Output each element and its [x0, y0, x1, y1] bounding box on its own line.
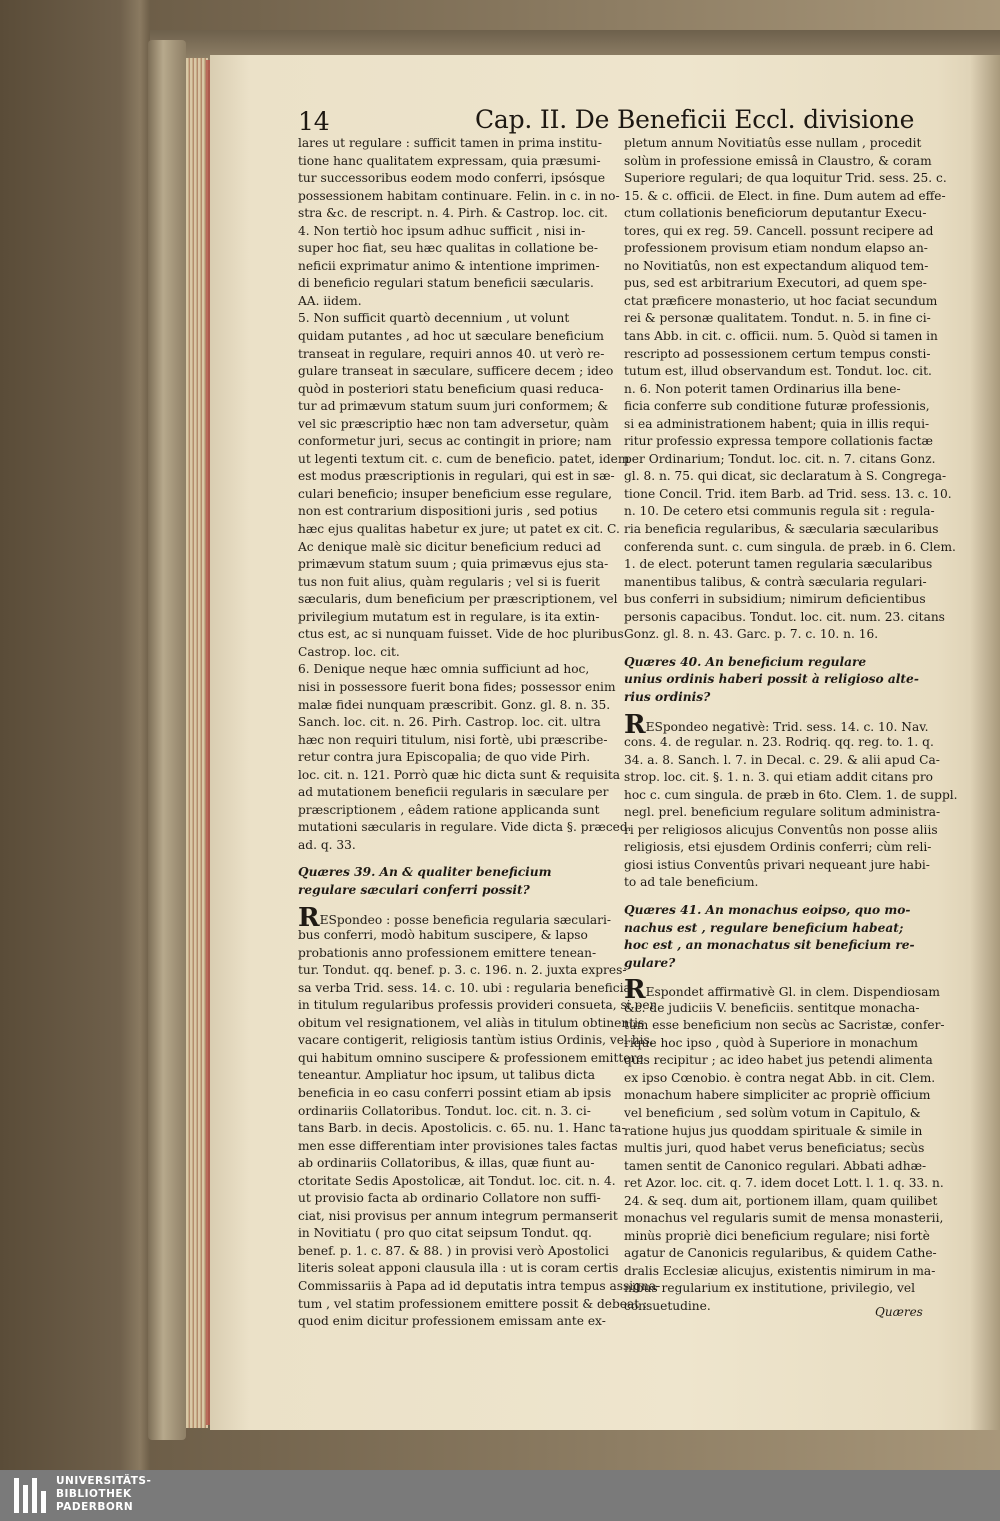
text-line: teneantur. Ampliatur hoc ipsum, ut talibus dicta	[298, 1068, 595, 1083]
question-heading-line: Quæres 41. An monachus eoipso, quo mo-	[624, 902, 911, 917]
text-line: 15. & c. officii. de Elect. in fine. Dum autem ad effe-	[624, 188, 946, 203]
text-line: est modus præscriptionis in regulari, qui est in sæ-	[298, 469, 615, 484]
text-line: primævum statum suum ; quia primævus ejus sta-	[298, 557, 609, 572]
text-line: possessionem habitam continuare. Felin. in c. in no-	[298, 188, 620, 203]
text-line: no Novitiatûs, non est expectandum aliquod tem-	[624, 258, 929, 273]
text-line: ad mutationem beneficii regularis in sæculare per	[298, 785, 609, 800]
text-line: beneficia in eo casu conferri possint etiam ab ipsis	[298, 1085, 612, 1100]
question-heading-line: hoc est , an monachatus sit beneficium re-	[624, 938, 915, 953]
text-line: nibus regularium ex institutione, privilegio, vel	[624, 1281, 916, 1296]
text-line: tamen sentit de Canonico regulari. Abbati adhæ-	[624, 1158, 927, 1173]
text-line: men esse differentiam inter provisiones tales factas	[298, 1138, 618, 1153]
text-line: nisi in possessore fuerit bona fides; possessor enim	[298, 679, 616, 694]
text-line: ctat præficere monasterio, ut hoc faciat secundum	[624, 293, 938, 308]
text-line: ordinariis Collatoribus. Tondut. loc. cit. n. 3. ci-	[298, 1103, 591, 1118]
text-line: pletum annum Novitiatûs esse nullam , procedit	[624, 136, 922, 150]
text-line: hoc c. cum singula. de præb in 6to. Clem. 1. de suppl.	[624, 787, 958, 802]
library-footer	[0, 1470, 1000, 1521]
paragraph-gap	[624, 892, 946, 902]
text-line: giosi istius Conventûs privari nequeant jure habi-	[624, 857, 930, 872]
text-line: privilegium mutatum est in regulare, is ita extin-	[298, 609, 600, 624]
text-line: 6. Denique neque hæc omnia sufficiunt ad hoc,	[298, 662, 590, 677]
initial-letter: R	[624, 975, 646, 1006]
text-line: bus conferri in subsidium; nimirum deficientibus	[624, 592, 926, 607]
question-heading-line: unius ordinis haberi possit à religioso alte-	[624, 672, 919, 687]
text-line: conferenda sunt. c. cum singula. de præb. in 6. Clem.	[624, 539, 956, 554]
question-heading-line: rius ordinis?	[624, 689, 711, 704]
text-line: obitum vel resignationem, vel aliàs in titulum obtinentis	[298, 1015, 645, 1030]
paragraph-gap	[624, 644, 946, 654]
text-line: in Novitiatu ( pro quo citat seipsum Tondut. qq.	[298, 1226, 592, 1241]
text-line: consuetudine.	[624, 1299, 711, 1313]
text-line: agatur de Canonicis regularibus, & quidem Cathe-	[624, 1246, 937, 1261]
text-line: neficii exprimatur animo & intentione imprimen-	[298, 258, 600, 273]
text-line: ctum collationis beneficiorum deputantur Execu-	[624, 206, 927, 221]
text-line: tans Barb. in decis. Apostolicis. c. 65. nu. 1. Hanc ta-	[298, 1121, 626, 1136]
text-line: dralis Ecclesiæ alicujus, existentis nimirum in ma-	[624, 1263, 936, 1278]
initial-line-rest: Espondet affirmativè Gl. in clem. Dispendiosam	[645, 985, 940, 1000]
text-line: ex ipso Cœnobio. è contra negat Abb. in cit. Clem.	[624, 1070, 936, 1085]
text-line: mutationi sæcularis in regulare. Vide dicta §. præced.	[298, 820, 632, 835]
text-line: ficia conferre sub conditione futuræ professionis,	[624, 399, 930, 414]
text-line: minùs propriè dici beneficium regulare; nisi fortè	[624, 1228, 930, 1243]
text-line: Superiore regulari; de qua loquitur Trid. sess. 25. c.	[624, 171, 947, 186]
text-line	[624, 709, 946, 740]
text-line: 34. a. 8. Sanch. l. 7. in Decal. c. 29. & alii apud Ca-	[624, 752, 940, 767]
paragraph-gap	[298, 854, 618, 864]
text-line: tione Concil. Trid. item Barb. ad Trid. sess. 13. c. 10.	[624, 486, 952, 501]
library-name-line3: PADERBORN	[56, 1501, 134, 1513]
text-line: probationis anno professionem emittere tenean-	[298, 945, 597, 960]
text-line: transeat in regulare, requiri annos 40. ut verò re-	[298, 346, 605, 361]
initial-letter: R	[624, 709, 646, 740]
text-line: &c. de judiciis V. beneficiis. sentitque monacha-	[624, 1000, 920, 1015]
question-heading-line: Quæres 40. An beneficium regulare	[624, 654, 867, 669]
text-line: lares ut regulare : sufficit tamen in prima institu-	[298, 136, 603, 150]
text-line: religiosis, etsi ejusdem Ordinis conferri; cùm reli-	[624, 840, 932, 855]
right-column	[624, 135, 958, 1316]
text-line: n. 6. Non poterit tamen Ordinarius illa bene-	[624, 381, 901, 396]
text-line: tutum est, illud observandum est. Tondut. loc. cit.	[624, 364, 932, 379]
question-heading-line: nachus est , regulare beneficium habeat;	[624, 920, 904, 935]
text-line: tum esse beneficium non secùs ac Sacristæ, confer-	[624, 1018, 945, 1033]
library-name-line1: UNIVERSITÄTS-	[56, 1475, 152, 1487]
initial-letter: R	[298, 902, 320, 933]
text-line: solùm in professione emissâ in Claustro, & coram	[624, 153, 932, 168]
text-line: conformetur juri, secus ac contingit in priore; nam	[298, 434, 612, 449]
text-line: ut provisio facta ab ordinario Collatore non suffi-	[298, 1191, 601, 1206]
question-heading-line: gulare?	[624, 955, 676, 970]
initial-line-rest: ESpondeo negativè: Trid. sess. 14. c. 10. Nav.	[645, 719, 929, 734]
text-line: gl. 8. n. 75. qui dicat, sic declaratum à S. Congrega-	[624, 469, 947, 484]
text-line: tione hanc qualitatem expressam, quia præsumi-	[298, 153, 601, 168]
text-line: super hoc fiat, seu hæc qualitas in collatione be-	[298, 241, 598, 256]
question-heading-line: regulare sæculari conferri possit?	[298, 882, 530, 897]
text-line: tur. Tondut. qq. benef. p. 3. c. 196. n. 2. juxta expres-	[298, 963, 627, 978]
text-line: Commissariis à Papa ad id deputatis intra tempus assigna-	[298, 1279, 661, 1293]
paragraph-gap	[624, 972, 946, 982]
text-line: quòd in posteriori statu beneficium quasi reduca-	[298, 381, 604, 396]
text-line: præscriptionem , eâdem ratione applicanda sunt	[298, 802, 600, 817]
text-line: si ea administrationem habent; quia in illis requi-	[624, 416, 930, 431]
text-line: sæcularis, dum beneficium per præscriptionem, vel	[298, 592, 618, 607]
text-line: hæc non requiri titulum, nisi fortè, ubi præscribe-	[298, 732, 608, 747]
text-line: culari beneficio; insuper beneficium esse regulare,	[298, 486, 613, 501]
text-line: rescripto ad possessionem certum tempus consti-	[624, 346, 931, 361]
text-line: sa verba Trid. sess. 14. c. 10. ubi : regularia beneficia	[298, 980, 631, 995]
text-line: AA. iidem.	[298, 293, 362, 308]
text-line: ratione hujus jus quoddam spirituale & simile in	[624, 1123, 923, 1138]
text-line: quidam putantes , ad hoc ut sæculare beneficium	[298, 329, 604, 344]
page-number: 14	[298, 107, 330, 136]
text-line: ut legenti textum cit. c. cum de beneficio. patet, idem	[298, 451, 630, 466]
text-line: ctus est, ac si nunquam fuisset. Vide de hoc pluribus	[298, 627, 624, 642]
text-line: 1. de elect. poterunt tamen regularia sæcularibus	[624, 557, 933, 572]
text-line: di beneficio regulari statum beneficii sæcularis.	[298, 276, 594, 291]
text-line: retur contra jura Episcopalia; de quo vide Pirh.	[298, 750, 591, 765]
text-line: qui habitum omnino suscipere & professionem emittere	[298, 1050, 644, 1065]
text-line: ad. q. 33.	[298, 837, 356, 852]
text-line: ctoritate Sedis Apostolicæ, ait Tondut. loc. cit. n. 4.	[298, 1173, 616, 1188]
text-line: non est contrarium dispositioni juris , sed potius	[298, 504, 598, 519]
text-line: Sanch. loc. cit. n. 26. Pirh. Castrop. loc. cit. ultra	[298, 715, 601, 730]
text-line: tum , vel statim professionem emittere possit & debeat :	[298, 1296, 648, 1311]
catchword: Quæres	[875, 1305, 923, 1319]
text-line: tores, qui ex reg. 59. Cancell. possunt recipere ad	[624, 223, 934, 238]
text-line: tans Abb. in cit. c. officii. num. 5. Quòd si tamen in	[624, 329, 938, 344]
text-line: ab ordinariis Collatoribus, & illas, quæ fiunt au-	[298, 1156, 595, 1171]
text-line: monachus vel regularis sumit de mensa monasterii,	[624, 1211, 944, 1226]
text-line: strop. loc. cit. §. 1. n. 3. qui etiam addit citans pro	[624, 770, 933, 785]
running-head: Cap. II. De Beneficii Eccl. divisione	[475, 105, 915, 134]
text-line: rei & personæ qualitatem. Tondut. n. 5. in fine ci-	[624, 311, 931, 326]
text-line: Gonz. gl. 8. n. 43. Garc. p. 7. c. 10. n. 16.	[624, 627, 879, 642]
text-line: ritur professio expressa tempore collationis factæ	[624, 434, 933, 449]
text-line: manentibus talibus, & contrà sæcularia regulari-	[624, 574, 927, 589]
paragraph-gap	[298, 900, 618, 910]
text-line: loc. cit. n. 121. Porrò quæ hic dicta sunt & requisita	[298, 767, 621, 782]
library-name-line2: BIBLIOTHEK	[56, 1488, 132, 1500]
text-line: Castrop. loc. cit.	[298, 644, 400, 659]
text-line: multis juri, quod habet verus beneficiatus; secùs	[624, 1141, 925, 1156]
text-line: stra &c. de rescript. n. 4. Pirh. & Castrop. loc. cit.	[298, 206, 608, 221]
text-line: quis recipitur ; ac ideo habet jus petendi alimenta	[624, 1053, 933, 1068]
text-line: tur successoribus eodem modo conferri, ipsósque	[298, 171, 606, 186]
paragraph-gap	[624, 707, 946, 717]
text-line: vacare contigerit, religiosis tantùm istius Ordinis, vel his,	[298, 1033, 654, 1048]
text-line: bus conferri, modò habitum suscipere, & lapso	[298, 928, 588, 943]
text-line: pus, sed est arbitrarium Executori, ad quem spe-	[624, 276, 927, 291]
text-line: benef. p. 1. c. 87. & 88. ) in provisi verò Apostolici	[298, 1243, 609, 1258]
text-line: 4. Non tertiò hoc ipsum adhuc sufficit , nisi in-	[298, 223, 586, 238]
text-line: to ad tale beneficium.	[624, 875, 759, 890]
initial-line-rest: ESpondeo : posse beneficia regularia sæculari-	[319, 912, 611, 927]
text-line: hæc ejus qualitas habetur ex jure; ut patet ex cit. C.	[298, 522, 620, 537]
page-stack-edge	[186, 58, 208, 1428]
text-line: tus non fuit alius, quàm regularis ; vel si is fuerit	[298, 574, 600, 589]
text-line: gulare transeat in sæculare, sufficere decem ; ideo	[298, 364, 614, 379]
text-line: cons. 4. de regular. n. 23. Rodriq. qq. reg. to. 1. q.	[624, 735, 934, 750]
book-page	[210, 55, 1000, 1430]
text-line: 5. Non sufficit quartò decennium , ut volunt	[298, 311, 570, 326]
text-line	[298, 902, 618, 933]
text-line: professionem provisum etiam nondum elapso an-	[624, 241, 928, 256]
text-line: Ac denique malè sic dicitur beneficium reduci ad	[298, 539, 602, 554]
text-line: rique hoc ipso , quòd à Superiore in monachum	[624, 1035, 918, 1050]
text-line: vel beneficium , sed solùm votum in Capitulo, &	[624, 1105, 921, 1120]
text-line: malæ fidei nunquam præscribit. Gonz. gl. 8. n. 35.	[298, 697, 611, 712]
text-line: ri per religiosos alicujus Conventûs non posse aliis	[624, 822, 938, 837]
text-line: tur ad primævum statum suum juri conformem; &	[298, 399, 609, 414]
text-line: quod enim dicitur professionem emissam ante ex-	[298, 1314, 606, 1329]
text-line: 24. & seq. dum ait, portionem illam, quam quilibet	[624, 1193, 938, 1208]
library-logo-icon	[14, 1478, 48, 1513]
text-line: monachum habere simpliciter ac propriè officium	[624, 1088, 931, 1103]
text-line: n. 10. De cetero etsi communis regula sit : regula-	[624, 504, 935, 519]
text-line: negl. prel. beneficium regulare solitum administra-	[624, 805, 941, 820]
text-line: ria beneficia regularibus, & sæcularia sæcularibus	[624, 522, 939, 537]
book-spine-edge	[148, 40, 186, 1440]
text-line: vel sic præscriptio hæc non tam adversetur, quàm	[298, 416, 609, 431]
text-line	[624, 975, 946, 1006]
text-line: personis capacibus. Tondut. loc. cit. num. 23. citans	[624, 609, 945, 624]
text-line: ciat, nisi provisus per annum integrum permanserit	[298, 1208, 618, 1223]
text-line: in titulum regularibus professis provideri consueta, si per	[298, 998, 656, 1013]
text-line: ret Azor. loc. cit. q. 7. idem docet Lott. l. 1. q. 33. n.	[624, 1176, 944, 1191]
text-line: literis soleat apponi clausula illa : ut is coram certis	[298, 1261, 619, 1276]
text-line: per Ordinarium; Tondut. loc. cit. n. 7. citans Gonz.	[624, 451, 936, 466]
page-gutter-shadow	[970, 55, 1000, 1430]
question-heading-line: Quæres 39. An & qualiter beneficium	[298, 865, 552, 880]
left-column	[298, 135, 661, 1331]
